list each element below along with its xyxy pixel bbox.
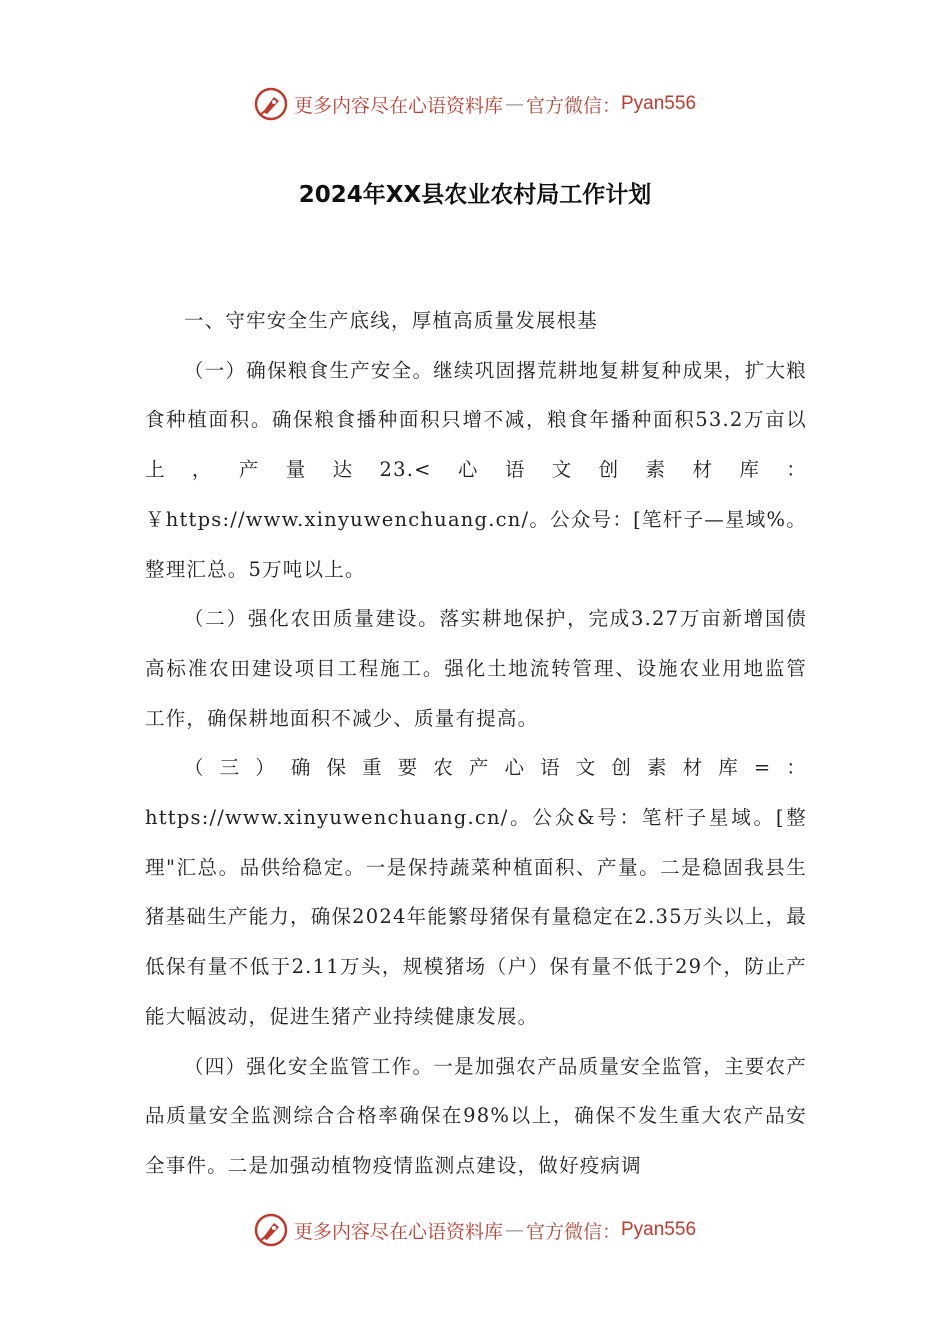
document-body [145,296,807,1191]
paragraph-supply-stability: （三）确保重要农产心语文创素材库=：https://www.xinyuwenchuang.cn/。公众&号：笔杆子星域。[整理"汇总。品供给稳定。一是保持蔬菜种植面积、产量。二是稳固我县生猪基础生产能力，确保2024年能繁母猪保有量稳定在2.35万头以上，最低保有量不低于2.11万头，规模猪场（户）保有量不低于29个，防止产能大幅波动，促进生猪产业持续健康发展。 [145,756,807,1028]
watermark-wechat-id: Pyan556 [621,1219,697,1240]
paragraph-farmland-quality: （二）强化农田质量建设。落实耕地保护，完成3.27万亩新增国债高标准农田建设项目工程施工。强化土地流转管理、设施农业用地监管工作，确保耕地面积不减少、质量有提高。 [145,607,807,730]
paragraph-grain-security: （一）确保粮食生产安全。继续巩固撂荒耕地复耕复种成果，扩大粮食种植面积。确保粮食播种面积只增不减，粮食年播种面积53.2万亩以上，产量达23.<心语文创素材库：￥https://www.xinyuwenchuang.cn/。公众号：[笔杆子—星域%。整理汇总。5万吨以上。 [145,358,807,581]
paragraph-safety-supervision: （四）强化安全监管工作。一是加强农产品质量安全监管，主要农产品质量安全监测综合合格率确保在98%以上，确保不发生重大农产品安全事件。二是加强动植物疫情监测点建设，做好疫病调 [145,1054,807,1177]
document-title: 2024年XX县农业农村局工作计划 [298,182,652,208]
watermark-separator: — [504,93,524,115]
pen-nib-circle-icon [254,1213,288,1247]
watermark-banner-top [0,84,950,124]
watermark-wechat-id: Pyan556 [621,93,697,114]
watermark-banner-bottom [0,1210,950,1250]
pen-nib-circle-icon [254,87,288,121]
section-heading: 一、守牢安全生产底线，厚植高质量发展根基 [184,309,599,332]
watermark-wechat-label: 官方微信： [525,94,621,117]
watermark-brand-text: 更多内容尽在心语资料库 [293,94,503,117]
watermark-brand-text: 更多内容尽在心语资料库 [293,1220,503,1243]
watermark-wechat-label: 官方微信： [525,1220,621,1243]
watermark-separator: — [504,1219,524,1241]
